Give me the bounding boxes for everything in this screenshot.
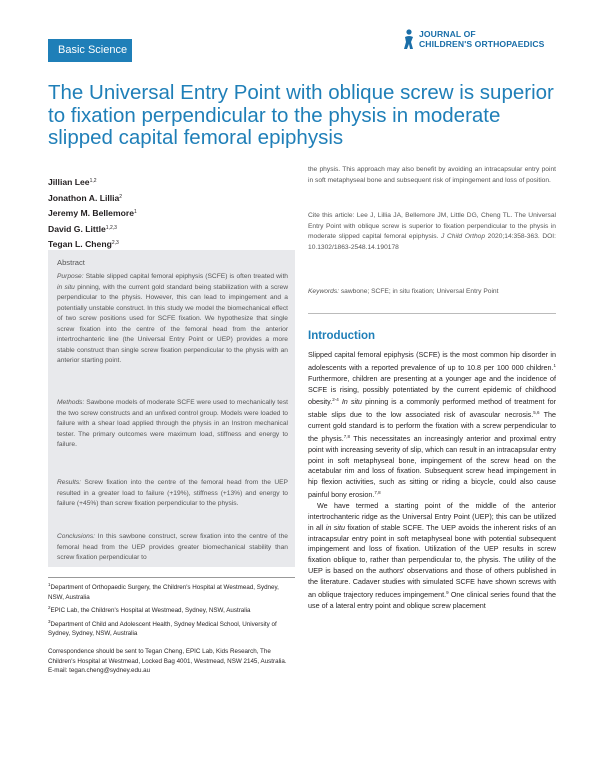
introduction-body [308,350,556,611]
divider [308,313,556,314]
citation: Cite this article: Lee J, Lillia JA, Bellemore JM, Little DG, Cheng TL. The Universal Entry Point with oblique screw is superior to fixation perpendicular to the physis in moderate slipped capital femoral epiphysis. J Child Orthop 2020;14:358-363. DOI: 10.1302/1863-2548.14.190178 [308,212,556,251]
affiliation: $^3$Department of Child and Adolescent Health, Sydney Medical School, University of Sydney, Sydney, NSW, Australia [48,618,277,638]
abstract-heading: Abstract [57,258,85,267]
introduction-heading: Introduction [308,330,376,342]
author: David G. Little$^{1,2,3}$ [48,223,117,234]
author-affiliation-marker: 1,2 [89,178,97,184]
citation-journal: J Child Orthop [441,233,486,240]
citation-ref[interactable]: 1 [553,362,556,368]
abstract-purpose: Purpose: Stable slipped capital femoral epiphysis (SCFE) is often treated with in situ pinning, with the current gold standard being stabilization with a screw perpendicular to the physis. However, this can lead to impingement and a potentially unstable construct. In this study we model the biomechanical effect of two screw positions used for SCFE fixation. We hypothesize that single screw fixation into the centre of the femoral head from the anterior intertrochanteric line (the Universal Entry Point or UEP) provides a more stable construct than single screw fixation perpendicular to the physis with an anterior starting point. [57,273,288,364]
abstract-conclusions: Conclusions: In this sawbone construct, screw fixation into the centre of the femoral head from the UEP provides greater biomechanical stability than screw fixation perpendicular to [57,533,288,561]
author-affiliation-marker: 1,2,3 [105,224,117,231]
author-affiliation-marker: 1 [133,209,137,215]
affiliation: $^1$Department of Orthopaedic Surgery, the Children's Hospital at Westmead, Sydney, NSW, Australia [48,582,279,601]
abstract-results: Results: Screw fixation into the centre of the femoral head from the UEP resulted in a greater load to failure (+19%), stiffness (+13%) and energy to failure (+45%) than screw fixation perpendicular to the physis. [57,479,288,507]
abstract-methods: Methods: Sawbone models of moderate SCFE were used to mechanically test the two screw constructs and an unfixed control group. Models were loaded to failure with a shear load applied through the physis in an Instron mechanical tester. The primary outcomes were maximum load, stiffness and energy to failure. [57,399,288,448]
abstract-continuation: the physis. This approach may also benefit by avoiding an intracapsular entry point in soft metaphyseal bone and subsequent risk of impingement and loss of position. [308,166,556,184]
author: Jonathon A. Lillia$^2$ [48,192,123,203]
section-tag: Basic Science [48,39,132,62]
journal-logo [402,28,552,50]
correspondence: Correspondence should be sent to Tegan Cheng, EPIC Lab, Kids Research, The Children's Hospital at Westmead, Locked Bag 4001, Westmead, NSW 2145, Australia. [48,647,287,665]
affiliations [48,577,295,676]
author-list [48,174,188,252]
paragraph: We have termed a starting point of the middle of the anterior intertrochanteric ridge as the Universal Entry Point (UEP); this can be utilized in all in situ fixation of stable SCFE. The UEP avoids the inherent risks of an intracapsular entry point in soft metaphyseal bone with potential subsequent impingement and loss of fixation. Utilization of the UEP results in screw fixation oblique to, rather than perpendicular to, the physis. The utility of the UEP is based on the authors' observations and those of others published in the literature. Cadaver studies with simulated SCFE have shown screws with an oblique trajectory reduces impingement.$^9$ One clinical series found that the use of a lateral entry point and oblique screw placement [308,500,557,610]
citation-ref[interactable]: 7,8 [374,490,381,496]
citation-ref[interactable]: 7,8 [343,433,351,439]
keywords-label: Keywords: [308,288,340,295]
journal-logo-icon [402,28,416,50]
keywords: Keywords: sawbone; SCFE; in situ fixation; Universal Entry Point [308,288,499,295]
journal-name-line2: CHILDREN'S ORTHOPAEDICS [419,39,545,49]
citation-ref[interactable]: 9 [446,589,449,595]
author: Tegan L. Cheng$^{2,3}$ [48,239,119,249]
citation-ref[interactable]: 2-4 [332,397,339,403]
author-affiliation-marker: 2,3 [111,240,119,246]
journal-name-line1: JOURNAL OF [419,29,476,39]
affiliation: $^2$EPIC Lab, the Children's Hospital at Westmead, Sydney, NSW, Australia [48,605,251,615]
email[interactable]: E-mail: tegan.cheng@sydney.edu.au [48,667,151,675]
author: Jillian Lee$^{1,2}$ [48,177,97,187]
author-affiliation-marker: 2 [119,193,123,200]
citation-ref[interactable]: 5,6 [533,410,540,416]
abstract-box [48,250,295,567]
author: Jeremy M. Bellemore$^1$ [48,208,137,218]
article-title: The Universal Entry Point with oblique screw is superior to fixation perpendicular to the physis in moderate slipped capital femoral epiphysis [48,81,554,149]
paragraph: Slipped capital femoral epiphysis (SCFE) is the most common hip disorder in adolescents with a reported prevalence of up to 10.8 per 100 000 children.$^1$ Furthermore, children are presenting at a younger age and the incidence of SCFE is rising, possibly potentiated by the current epidemic of childhood obesity.$^{2-4}$ In situ pinning is a commonly performed method of treatment for stable slips due to the low associated risk of avascular necrosis.$^{5,6}$ The current gold standard is to perform the fixation with a screw perpendicular to the physis.$^{7,8}$ This necessitates an increasingly anterior and proximal entry point with increasing severity of slip, which can result in an intracapsular entry point in soft metaphyseal bone, impingement of the screw head on the acetabular rim and loss of fixation. Subsequent screw head impingement in hip flexion activities, such as sitting or riding a bicycle, could also cause painful bony erosion.$^{7,8}$ [308,350,557,500]
